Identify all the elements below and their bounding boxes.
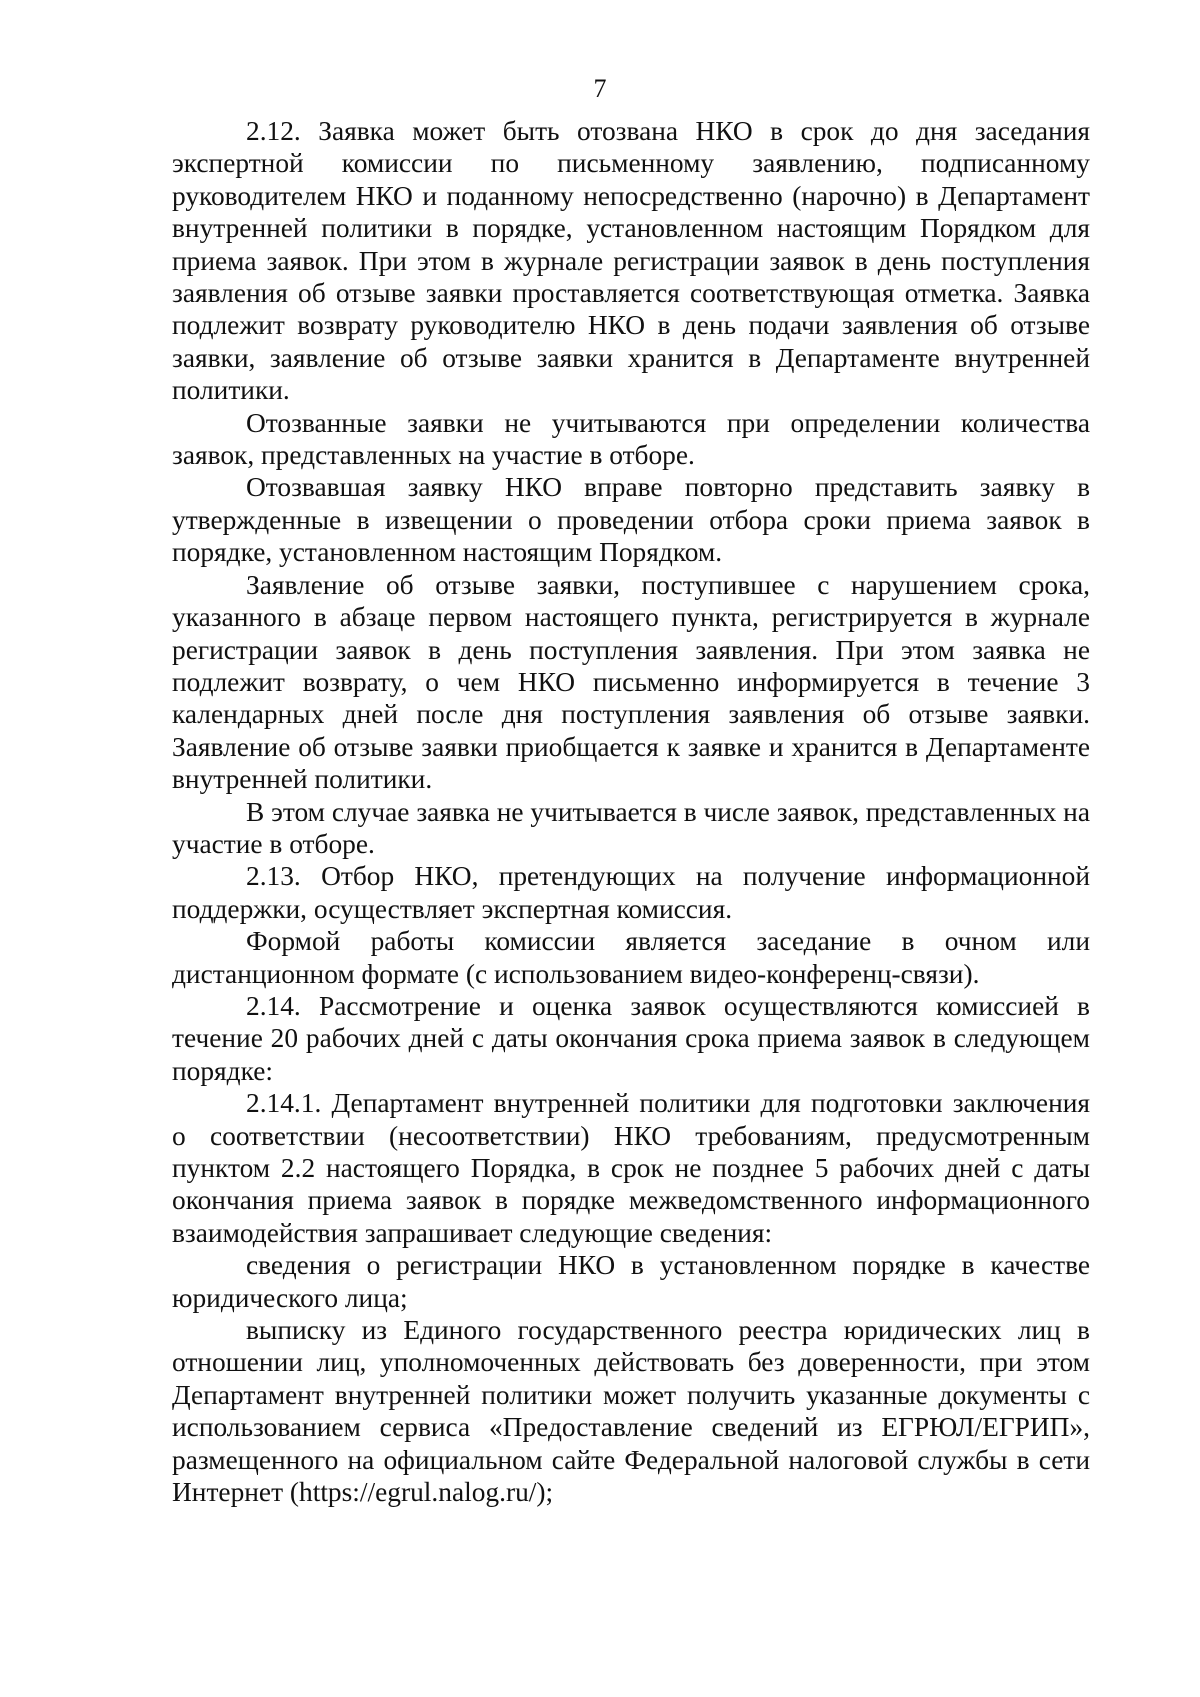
paragraph-2-13: 2.13. Отбор НКО, претендующих на получение информационной поддержки, осуществляет экспертная комиссия. <box>172 861 1090 924</box>
paragraph-2-14: 2.14. Рассмотрение и оценка заявок осуществляются комиссией в течение 20 рабочих дней с даты окончания срока приема заявок в следующем порядке: <box>172 990 1090 1086</box>
paragraph-counted: В этом случае заявка не учитывается в числе заявок, представленных на участие в отборе. <box>172 796 1090 859</box>
paragraph-late-withdrawal: Заявление об отзыве заявки, поступившее с нарушением срока, указанного в абзаце первом настоящего пункта, регистрируется в журнале регистрации заявок в день поступления заявления. При этом заявка не подлежит возврату, о чем НКО письменно информируется в течение 3 календарных дней после дня поступления заявления об отзыве заявки. Заявление об отзыве заявки приобщается к заявке и хранится в Департаменте внутренней политики. <box>172 569 1090 795</box>
page-number: 7 <box>593 74 607 103</box>
paragraph-2-14-1: 2.14.1. Департамент внутренней политики для подготовки заключения о соответствии (несоответствии) НКО требованиям, предусмотренным пунктом 2.2 настоящего Порядка, в срок не позднее 5 рабочих дней с даты окончания приема заявок в порядке межведомственного информационного взаимодействия запрашивает следующие сведения: <box>172 1088 1090 1248</box>
paragraph-commission-format: Формой работы комиссии является заседание в очном или дистанционном формате (с использованием видео-конференц-связи). <box>172 926 1090 989</box>
paragraph-egrul-extract: выписку из Единого государственного реестра юридических лиц в отношении лиц, уполномоченных действовать без доверенности, при этом Департамент внутренней политики может получить указанные документы с использованием сервиса «Предоставление сведений из ЕГРЮЛ/ЕГРИП», размещенного на официальном сайте Федеральной налоговой службы в сети Интернет (https://egrul.nalog.ru/); <box>172 1315 1090 1508</box>
document-body <box>172 115 1090 1508</box>
paragraph-resubmit: Отозвавшая заявку НКО вправе повторно представить заявку в утвержденные в извещении о проведении отбора сроки приема заявок в порядке, установленном настоящим Порядком. <box>172 472 1090 568</box>
paragraph-2-12: 2.12. Заявка может быть отозвана НКО в срок до дня заседания экспертной комиссии по письменному заявлению, подписанному руководителем НКО и поданному непосредственно (нарочно) в Департамент внутренней политики в порядке, установленном настоящим Порядком для приема заявок. При этом в журнале регистрации заявок в день поступления заявления об отзыве заявки проставляется соответствующая отметка. Заявка подлежит возврату руководителю НКО в день подачи заявления об отзыве заявки, заявление об отзыве заявки хранится в Департаменте внутренней политики. <box>172 116 1090 406</box>
paragraph-withdrawn-not-counted: Отозванные заявки не учитываются при определении количества заявок, представленных на участие в отборе. <box>172 407 1090 471</box>
paragraph-registration-info: сведения о регистрации НКО в установленном порядке в качестве юридического лица; <box>172 1250 1090 1313</box>
